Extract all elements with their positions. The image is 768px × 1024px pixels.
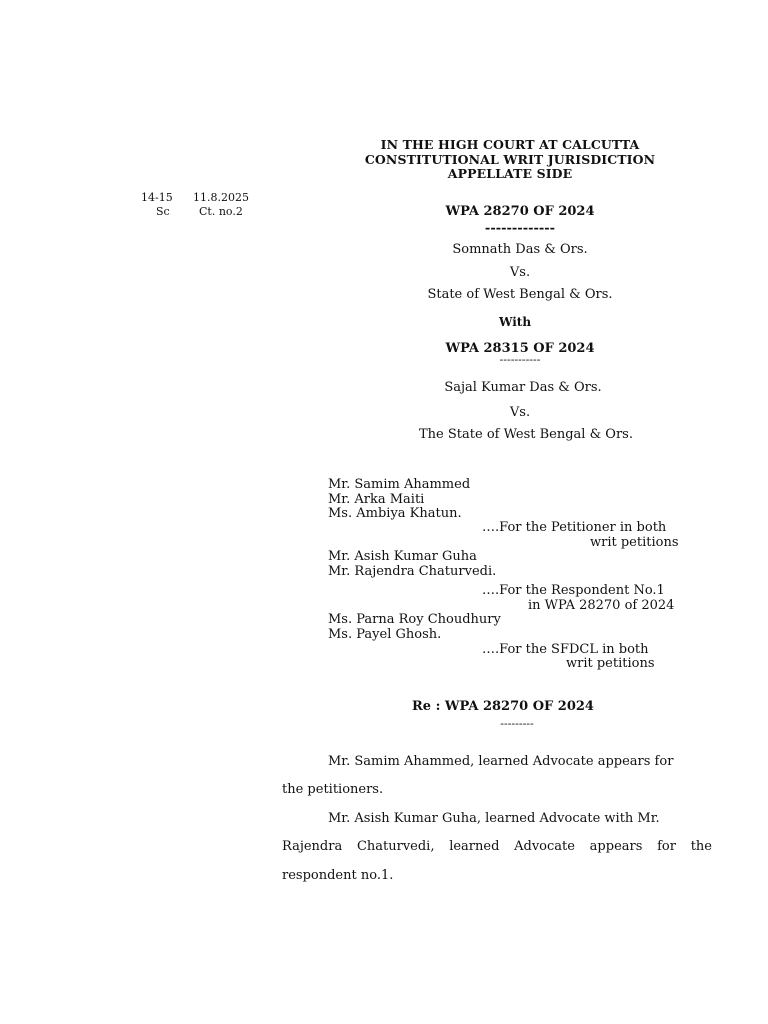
counsel-role-cont: writ petitions <box>590 535 679 550</box>
case1-number: WPA 28270 OF 2024 <box>445 204 595 219</box>
court-number: Ct. no.2 <box>199 205 243 218</box>
counsel-name: Ms. Payel Ghosh. <box>328 627 442 642</box>
initials: Sc <box>156 205 170 218</box>
counsel-role-cont: writ petitions <box>566 656 655 671</box>
counsel-name: Ms. Ambiya Khatun. <box>328 506 462 521</box>
counsel-role: ….For the SFDCL in both <box>482 642 649 657</box>
counsel-role: ….For the Respondent No.1 <box>482 583 665 598</box>
case1-vs: Vs. <box>509 265 531 280</box>
jurisdiction: CONSTITUTIONAL WRIT JURISDICTION <box>364 152 656 167</box>
with-label: With <box>498 315 532 329</box>
re-heading: Re : WPA 28270 OF 2024 <box>412 699 594 714</box>
paragraph-line: the petitioners. <box>282 782 384 797</box>
case2-vs: Vs. <box>509 405 531 420</box>
re-rule: --------- <box>500 717 534 730</box>
counsel-name: Mr. Samim Ahammed <box>328 477 471 492</box>
paragraph-line: Rajendra Chaturvedi, learned Advocate appears for the <box>282 839 712 854</box>
side-label: APPELLATE SIDE <box>447 166 573 181</box>
counsel-name: Mr. Rajendra Chaturvedi. <box>328 564 497 579</box>
court-name: IN THE HIGH COURT AT CALCUTTA <box>380 137 640 152</box>
paragraph-line: Mr. Samim Ahammed, learned Advocate appears for <box>328 754 674 769</box>
case2-rule: ----------- <box>499 353 541 366</box>
counsel-name: Ms. Parna Roy Choudhury <box>328 612 501 627</box>
item-number: 14-15 <box>141 191 173 204</box>
case1-rule: ------------- <box>484 221 556 236</box>
paragraph-line: respondent no.1. <box>282 868 394 883</box>
counsel-role-cont: in WPA 28270 of 2024 <box>528 598 675 613</box>
case2-respondent: The State of West Bengal & Ors. <box>419 427 633 442</box>
case1-petitioner: Somnath Das & Ors. <box>452 242 588 257</box>
counsel-role: ….For the Petitioner in both <box>482 520 667 535</box>
case1-respondent: State of West Bengal & Ors. <box>427 287 613 302</box>
counsel-name: Mr. Asish Kumar Guha <box>328 549 477 564</box>
counsel-name: Mr. Arka Maiti <box>328 492 425 507</box>
case2-petitioner: Sajal Kumar Das & Ors. <box>444 380 602 395</box>
order-date: 11.8.2025 <box>193 191 249 204</box>
paragraph-line: Mr. Asish Kumar Guha, learned Advocate with Mr. <box>328 811 660 826</box>
case2-number: WPA 28315 OF 2024 <box>445 341 595 356</box>
